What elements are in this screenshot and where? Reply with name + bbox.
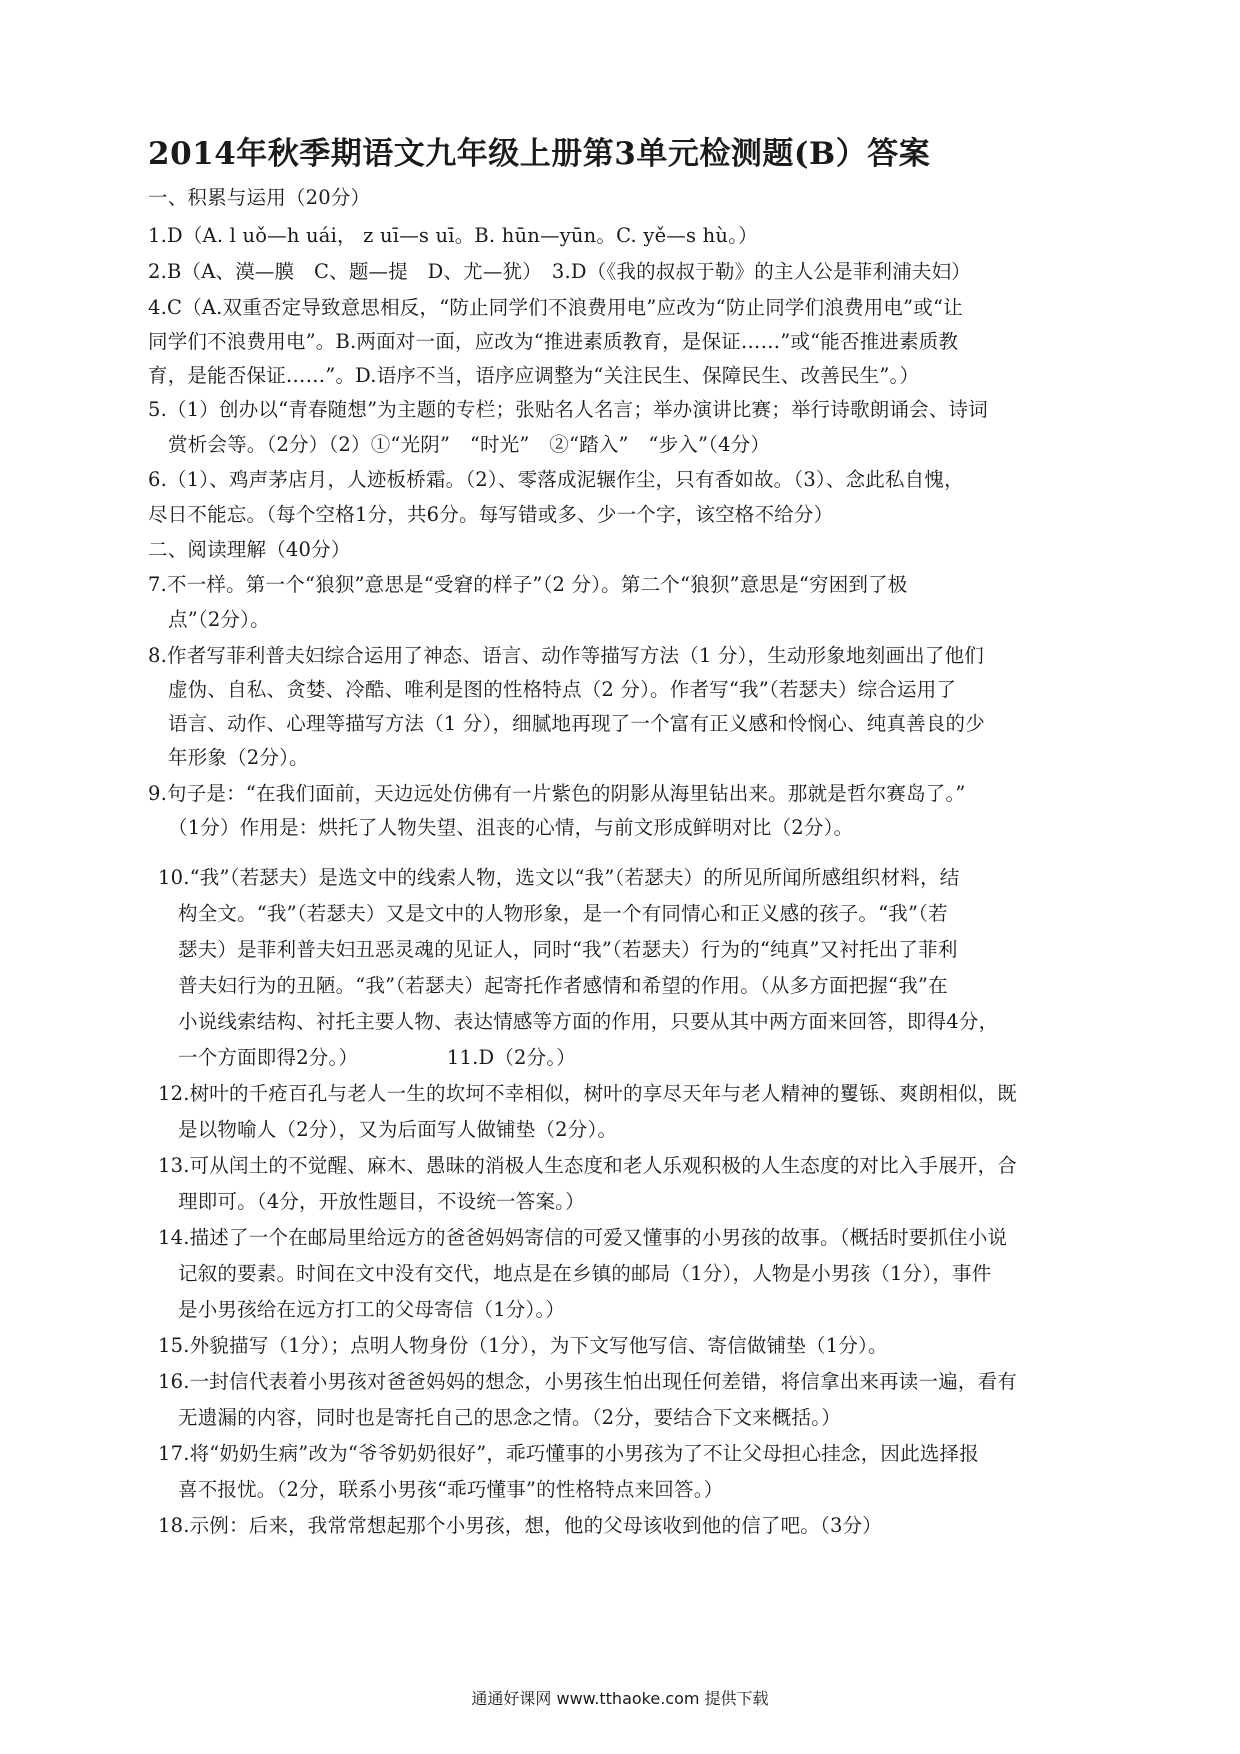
answer-line: 10.“我”（若瑟夫）是选文中的线索人物，选文以“我”（若瑟夫）的所见所闻所感组织材料，结 bbox=[158, 866, 960, 889]
section-heading: 一、积累与运用（20分） bbox=[148, 186, 371, 209]
answer-line: 8.作者写菲利普夫妇综合运用了神态、语言、动作等描写方法（1 分），生动形象地刻画出了他们 bbox=[148, 644, 984, 667]
answer-line: 同学们不浪费用电”。B.两面对一面，应改为“推进素质教育，是保证……”或“能否推进素质教 bbox=[148, 330, 959, 353]
answer-line: 15.外貌描写（1分）；点明人物身份（1分），为下文写他写信、寄信做铺垫（1分）。 bbox=[158, 1334, 888, 1357]
answer-line: 无遗漏的内容，同时也是寄托自己的思念之情。（2分，要结合下文来概括。） bbox=[178, 1406, 841, 1429]
answer-line: 是以物喻人（2分），又为后面写人做铺垫（2分）。 bbox=[178, 1118, 618, 1141]
answer-line: 9.句子是：“在我们面前，天边远处仿佛有一片紫色的阴影从海里钻出来。那就是哲尔赛岛了。” bbox=[148, 782, 966, 805]
answer-line: 语言、动作、心理等描写方法（1 分），细腻地再现了一个富有正义感和怜悯心、纯真善良的少 bbox=[168, 712, 985, 735]
answer-line: 记叙的要素。时间在文中没有交代，地点是在乡镇的邮局（1分），人物是小男孩（1分），事件 bbox=[178, 1262, 992, 1285]
answer-line: 7.不一样。第一个“狼狈”意思是“受窘的样子”（2 分）。第二个“狼狈”意思是“穷困到了极 bbox=[148, 573, 908, 596]
answer-line: 小说线索结构、衬托主要人物、表达情感等方面的作用，只要从其中两方面来回答，即得4分， bbox=[178, 1010, 999, 1033]
answer-line: 17.将“奶奶生病”改为“爷爷奶奶很好”，乖巧懂事的小男孩为了不让父母担心挂念，因此选择报 bbox=[158, 1442, 979, 1465]
answer-line: 14.描述了一个在邮局里给远方的爸爸妈妈寄信的可爱又懂事的小男孩的故事。（概括时要抓住小说 bbox=[158, 1226, 1008, 1249]
answer-line: 16.一封信代表着小男孩对爸爸妈妈的想念，小男孩生怕出现任何差错，将信拿出来再读一遍，看有 bbox=[158, 1370, 1018, 1393]
answer-line: 4.C（A.双重否定导致意思相反，“防止同学们不浪费用电”应改为“防止同学们浪费用电”或“让 bbox=[148, 296, 963, 319]
answer-line: 1.D（A. l uǒ—h uái， z uī—s uī。B. hūn—yūn。C. yě—s hù。） bbox=[148, 224, 758, 247]
answer-line: 构全文。“我”（若瑟夫）又是文中的人物形象，是一个有同情心和正义感的孩子。“我”（若 bbox=[178, 902, 948, 925]
answer-line: 喜不报忧。（2分，联系小男孩“乖巧懂事”的性格特点来回答。） bbox=[178, 1478, 724, 1501]
answer-line: 6.（1）、鸡声茅店月，人迹板桥霜。（2）、零落成泥辗作尘，只有香如故。（3）、念此私自愧， bbox=[148, 468, 964, 491]
answer-line: 点”（2分）。 bbox=[168, 608, 270, 631]
answer-line: 年形象（2分）。 bbox=[168, 746, 309, 769]
answer-line: 5.（1）创办以“青春随想”为主题的专栏；张贴名人名言；举办演讲比赛；举行诗歌朗诵会、诗词 bbox=[148, 398, 988, 421]
answer-line: 是小男孩给在远方打工的父母寄信（1分）。） bbox=[178, 1298, 566, 1321]
answer-line: 12.树叶的千疮百孔与老人一生的坎坷不幸相似，树叶的享尽天年与老人精神的矍铄、爽朗相似，既 bbox=[158, 1082, 1018, 1105]
answer-line: 13.可从闰土的不觉醒、麻木、愚昧的消极人生态度和老人乐观积极的人生态度的对比入手展开，合 bbox=[158, 1154, 1018, 1177]
page-title: 2014年秋季期语文九年级上册第3单元检测题(B）答案 bbox=[148, 136, 931, 172]
answer-line: 18.示例：后来，我常常想起那个小男孩，想，他的父母该收到他的信了吧。（3分） bbox=[158, 1514, 882, 1537]
answer-line: 赏析会等。（2分）（2）①“光阴” “时光” ②“踏入” “步入”（4分） bbox=[168, 433, 771, 456]
section-heading: 二、阅读理解（40分） bbox=[148, 538, 351, 561]
answer-line: 理即可。（4分，开放性题目，不设统一答案。） bbox=[178, 1190, 585, 1213]
answer-line: 尽日不能忘。（每个空格1分，共6分。每写错或多、少一个字，该空格不给分） bbox=[148, 503, 834, 526]
answer-line: 普夫妇行为的丑陋。“我”（若瑟夫）起寄托作者感情和希望的作用。（从多方面把握“我”在 bbox=[178, 974, 948, 997]
footer-credit: 通通好课网 www.tthaoke.com 提供下载 bbox=[471, 1689, 769, 1708]
answer-line: 育，是能否保证……”。D.语序不当，语序应调整为“关注民生、保障民生、改善民生”。） bbox=[148, 364, 920, 387]
answer-line: （1分）作用是：烘托了人物失望、沮丧的心情，与前文形成鲜明对比（2分）。 bbox=[168, 816, 854, 839]
answer-line: 虚伪、自私、贪婪、冷酷、唯利是图的性格特点（2 分）。作者写“我”（若瑟夫）综合运用了 bbox=[168, 678, 957, 701]
answer-line: 一个方面即得2分。） 11.D（2分。） bbox=[178, 1046, 577, 1069]
answer-line: 瑟夫）是菲利普夫妇丑恶灵魂的见证人，同时“我”（若瑟夫）行为的“纯真”又衬托出了菲利 bbox=[178, 938, 958, 961]
answer-line: 2.B（A、漠—膜 C、题—提 D、尤—犹） 3.D（《我的叔叔于勒》的主人公是菲利浦夫妇） bbox=[148, 260, 972, 283]
